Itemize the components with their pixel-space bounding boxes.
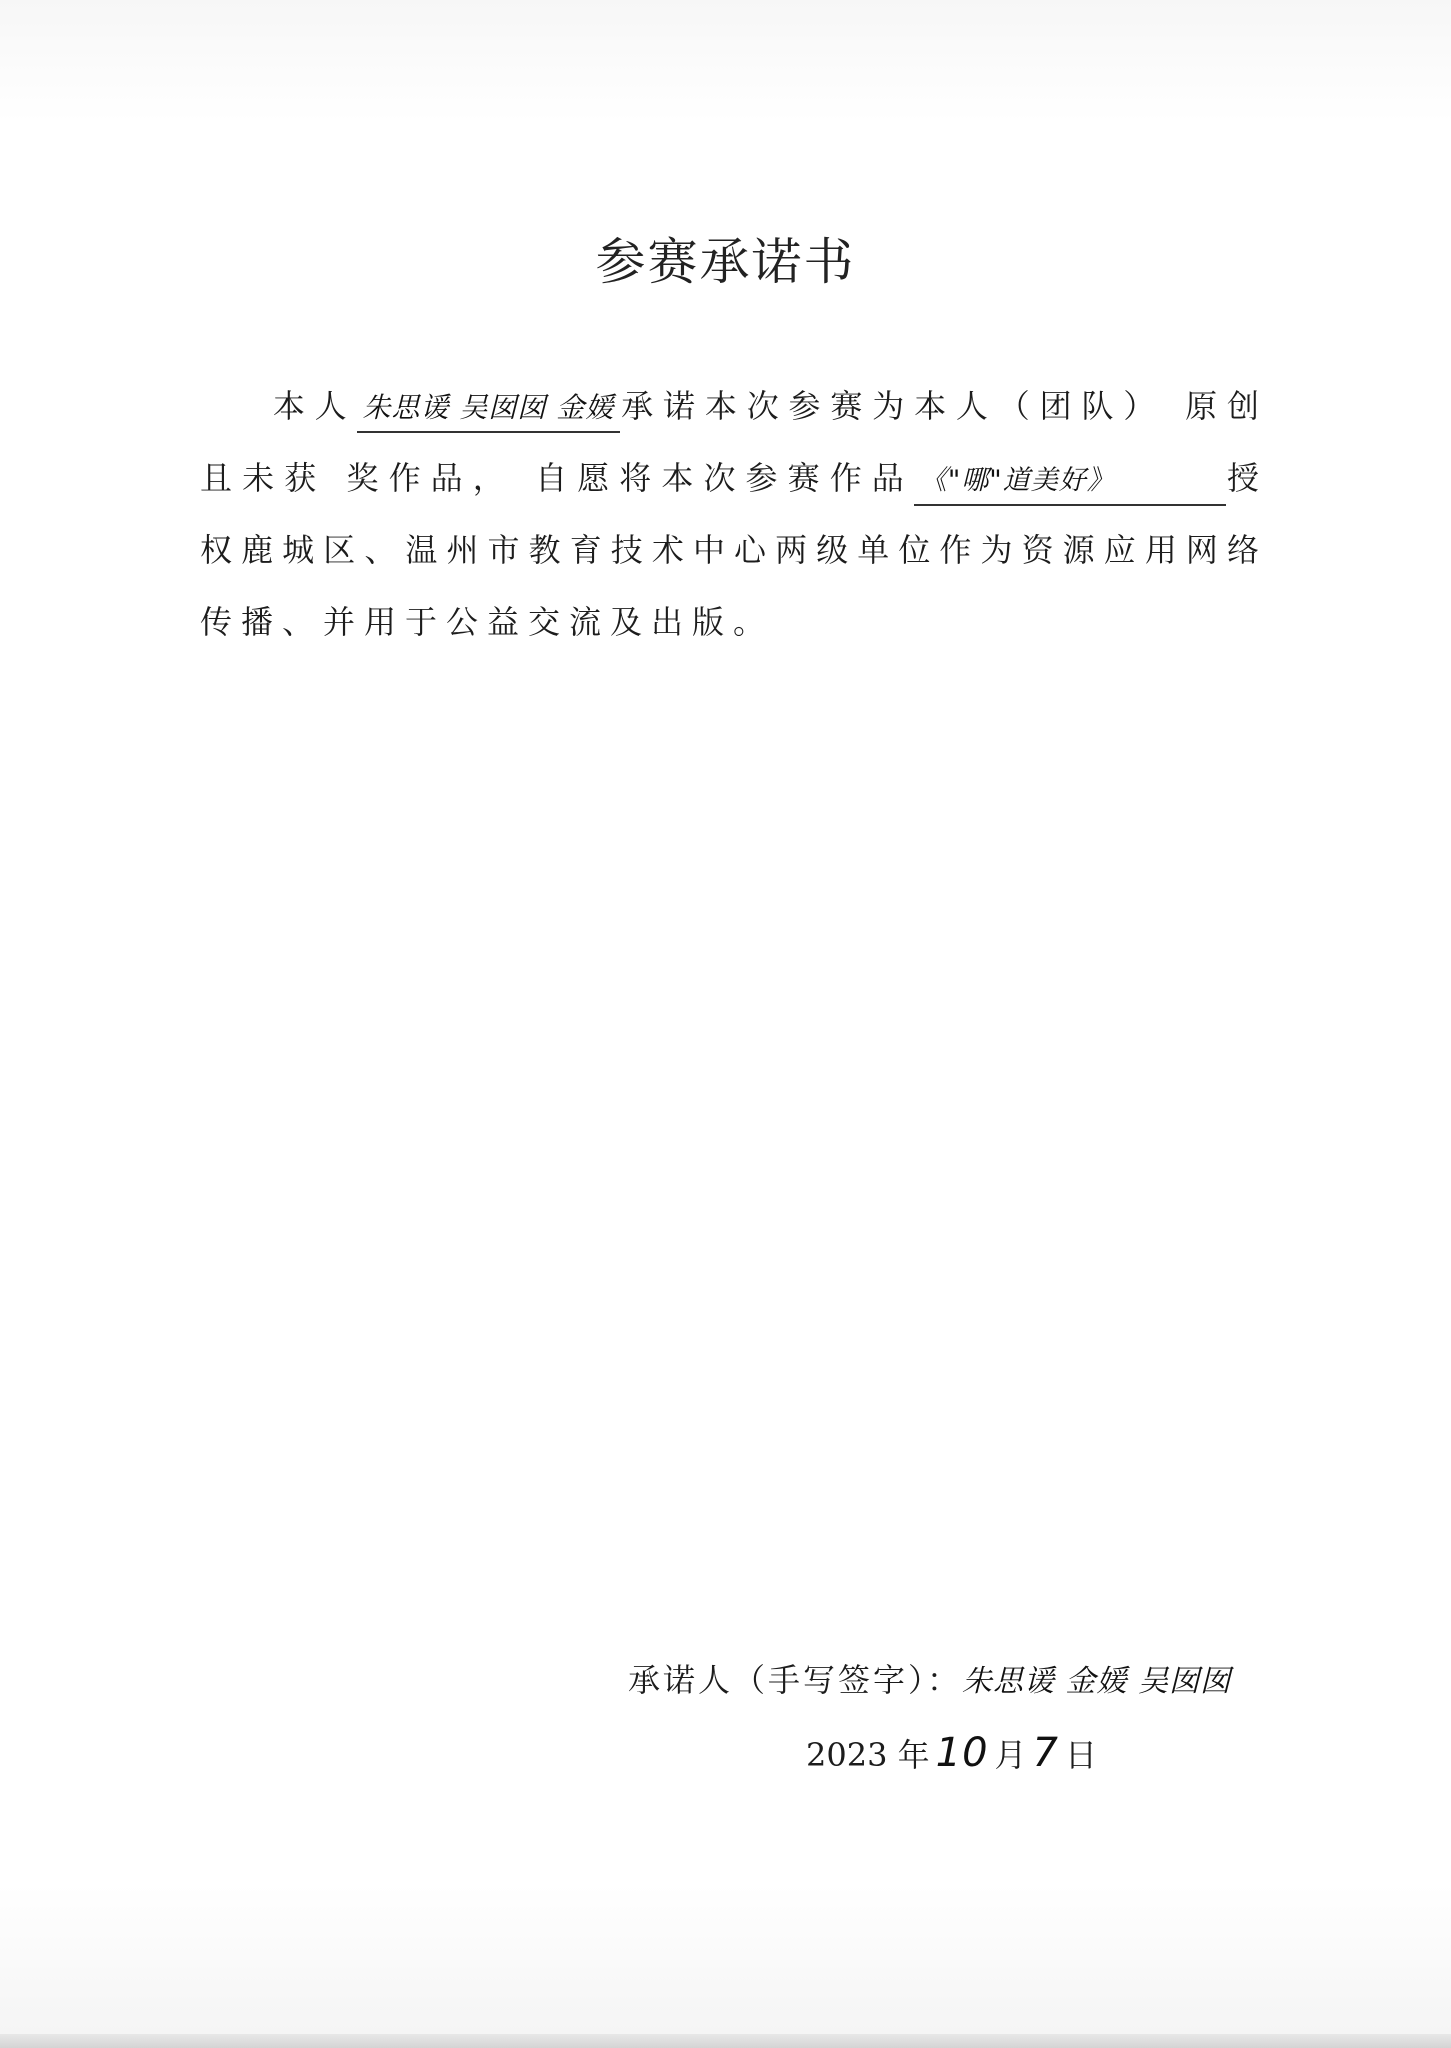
signature-label: 承诺人（手写签字）： <box>628 1661 963 1699</box>
commitment-paragraph <box>200 370 1268 658</box>
paragraph-middle: 承诺本次参赛为本人（团队） 原创且未获 奖作品， 自愿将本次参赛作品 <box>200 387 1268 497</box>
date-line <box>806 1730 1097 1776</box>
document-title: 参赛承诺书 <box>595 233 856 291</box>
signature-handwritten: 朱思谖 金媛 吴囡囡 <box>962 1664 1232 1699</box>
signers-handwritten-blank: 朱思谖 吴囡囡 金媛 <box>357 385 621 433</box>
date-day-handwritten: 7 <box>1032 1730 1059 1776</box>
work-title-handwritten-blank: 《"哪"道美好》 <box>914 458 1226 506</box>
date-year-unit: 年 <box>897 1736 930 1774</box>
date-year: 2023 <box>806 1736 888 1774</box>
signature-line <box>628 1655 1231 1701</box>
date-month-unit: 月 <box>994 1736 1027 1774</box>
paragraph-prefix: 本人 <box>272 387 357 425</box>
date-day-unit: 日 <box>1065 1736 1098 1774</box>
paragraph-suffix: 授权鹿城区、温州市教育技术中心两级单位作为资源应用网络传播、并用于公益交流及出版。 <box>200 459 1268 641</box>
date-month-handwritten: 10 <box>935 1730 989 1776</box>
page-edge-shadow <box>0 2034 1451 2048</box>
